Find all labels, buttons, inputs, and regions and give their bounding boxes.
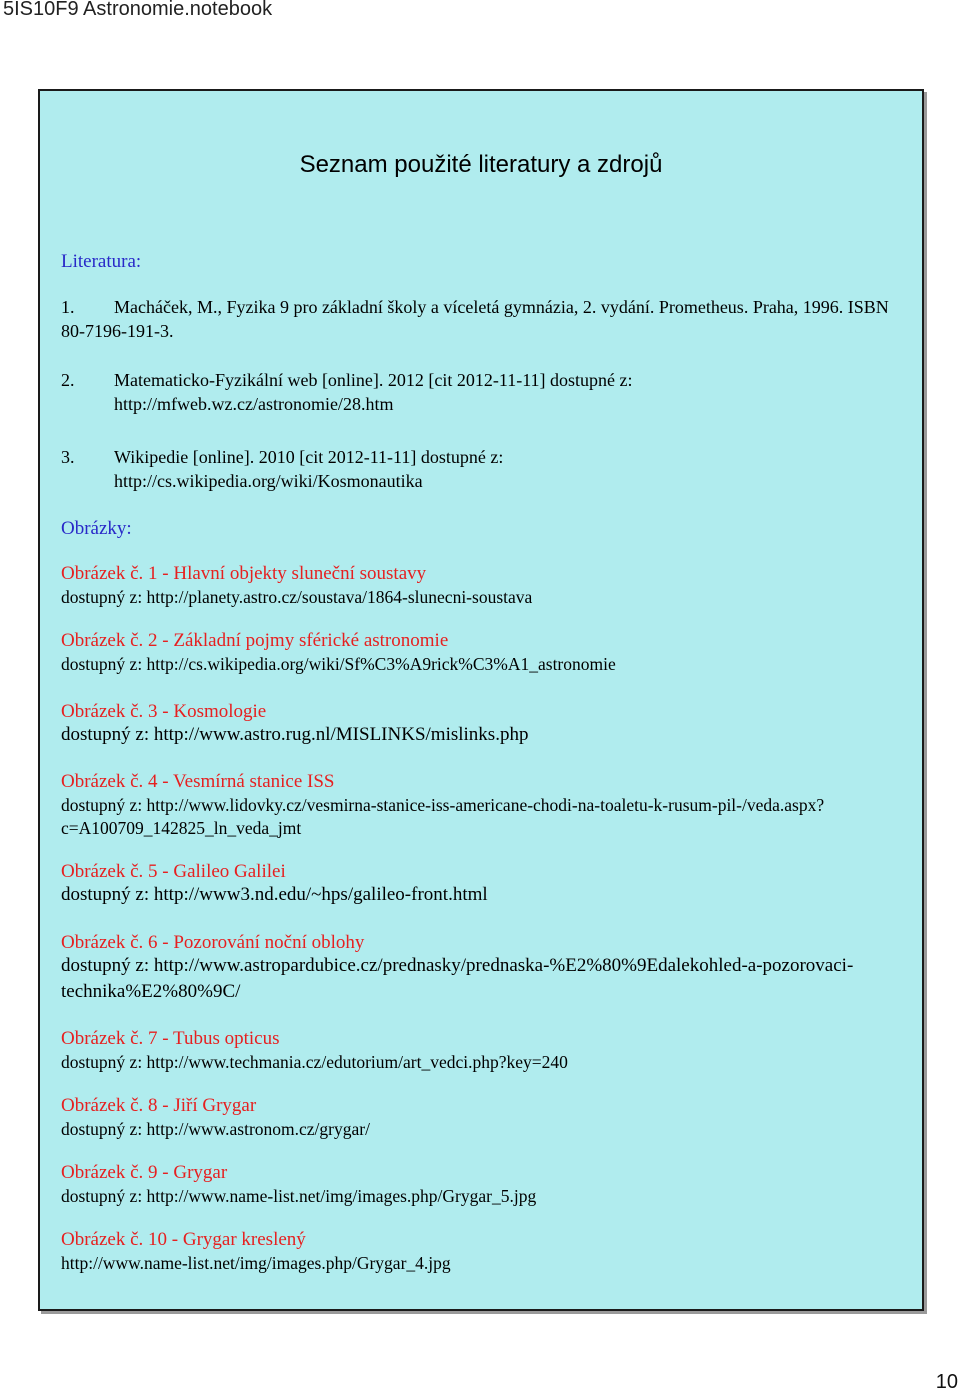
literature-text: Wikipedie [online]. 2010 [cit 2012-11-11] dostupné z: <box>114 447 504 467</box>
image-source[interactable]: dostupný z: http://www.astropardubice.cz/prednasky/prednaska-%E2%80%9Edalekohled-a-pozorovaci- <box>61 955 854 976</box>
image-source[interactable]: dostupný z: http://www.techmania.cz/edutorium/art_vedci.php?key=240 <box>61 1052 568 1072</box>
image-caption: Obrázek č. 9 - Grygar <box>61 1162 228 1183</box>
image-caption: Obrázek č. 7 - Tubus opticus <box>61 1028 280 1049</box>
literature-heading: Literatura: <box>61 251 142 272</box>
image-caption: Obrázek č. 10 - Grygar kreslený <box>61 1229 306 1250</box>
image-caption: Obrázek č. 5 - Galileo Galilei <box>61 861 286 882</box>
slide-page <box>38 89 924 1311</box>
image-caption: Obrázek č. 1 - Hlavní objekty sluneční soustavy <box>61 563 427 584</box>
slide-title: Seznam použité literatury a zdrojů <box>299 151 663 178</box>
image-source[interactable]: http://www.name-list.net/img/images.php/Grygar_4.jpg <box>61 1253 451 1273</box>
images-heading: Obrázky: <box>61 518 132 539</box>
notebook-title: 5IS10F9 Astronomie.notebook <box>3 0 273 20</box>
literature-number: 1. <box>61 297 75 317</box>
literature-number: 2. <box>61 370 75 390</box>
image-source-continued[interactable]: technika%E2%80%9C/ <box>61 981 241 1002</box>
literature-text: Matematicko-Fyzikální web [online]. 2012 [cit 2012-11-11] dostupné z: <box>114 370 633 390</box>
image-source[interactable]: dostupný z: http://planety.astro.cz/soustava/1864-slunecni-soustava <box>61 587 533 607</box>
image-source-continued[interactable]: c=A100709_142825_ln_veda_jmt <box>61 818 302 838</box>
page-number: 10 <box>935 1371 958 1393</box>
image-caption: Obrázek č. 2 - Základní pojmy sférické astronomie <box>61 630 449 651</box>
image-source[interactable]: dostupný z: http://www.astronom.cz/grygar/ <box>61 1119 370 1139</box>
image-caption: Obrázek č. 8 - Jiří Grygar <box>61 1095 257 1116</box>
literature-link[interactable]: http://cs.wikipedia.org/wiki/Kosmonautika <box>114 471 423 491</box>
literature-text: Macháček, M., Fyzika 9 pro základní školy a víceletá gymnázia, 2. vydání. Prometheus. Praha, 1996. ISBN <box>114 297 889 317</box>
image-source[interactable]: dostupný z: http://www.name-list.net/img/images.php/Grygar_5.jpg <box>61 1186 537 1206</box>
image-caption: Obrázek č. 6 - Pozorování noční oblohy <box>61 932 365 953</box>
image-source[interactable]: dostupný z: http://www3.nd.edu/~hps/galileo-front.html <box>61 884 488 905</box>
literature-link[interactable]: http://mfweb.wz.cz/astronomie/28.htm <box>114 394 394 414</box>
image-caption: Obrázek č. 4 - Vesmírná stanice ISS <box>61 771 335 792</box>
literature-text-continued: 80-7196-191-3. <box>61 321 174 341</box>
image-caption: Obrázek č. 3 - Kosmologie <box>61 701 267 722</box>
image-source[interactable]: dostupný z: http://www.lidovky.cz/vesmirna-stanice-iss-americane-chodi-na-toaletu-k-rusum-pil-/veda.aspx? <box>61 795 825 815</box>
literature-number: 3. <box>61 447 75 467</box>
image-source[interactable]: dostupný z: http://cs.wikipedia.org/wiki/Sf%C3%A9rick%C3%A1_astronomie <box>61 654 616 674</box>
image-source[interactable]: dostupný z: http://www.astro.rug.nl/MISLINKS/mislinks.php <box>61 724 529 745</box>
